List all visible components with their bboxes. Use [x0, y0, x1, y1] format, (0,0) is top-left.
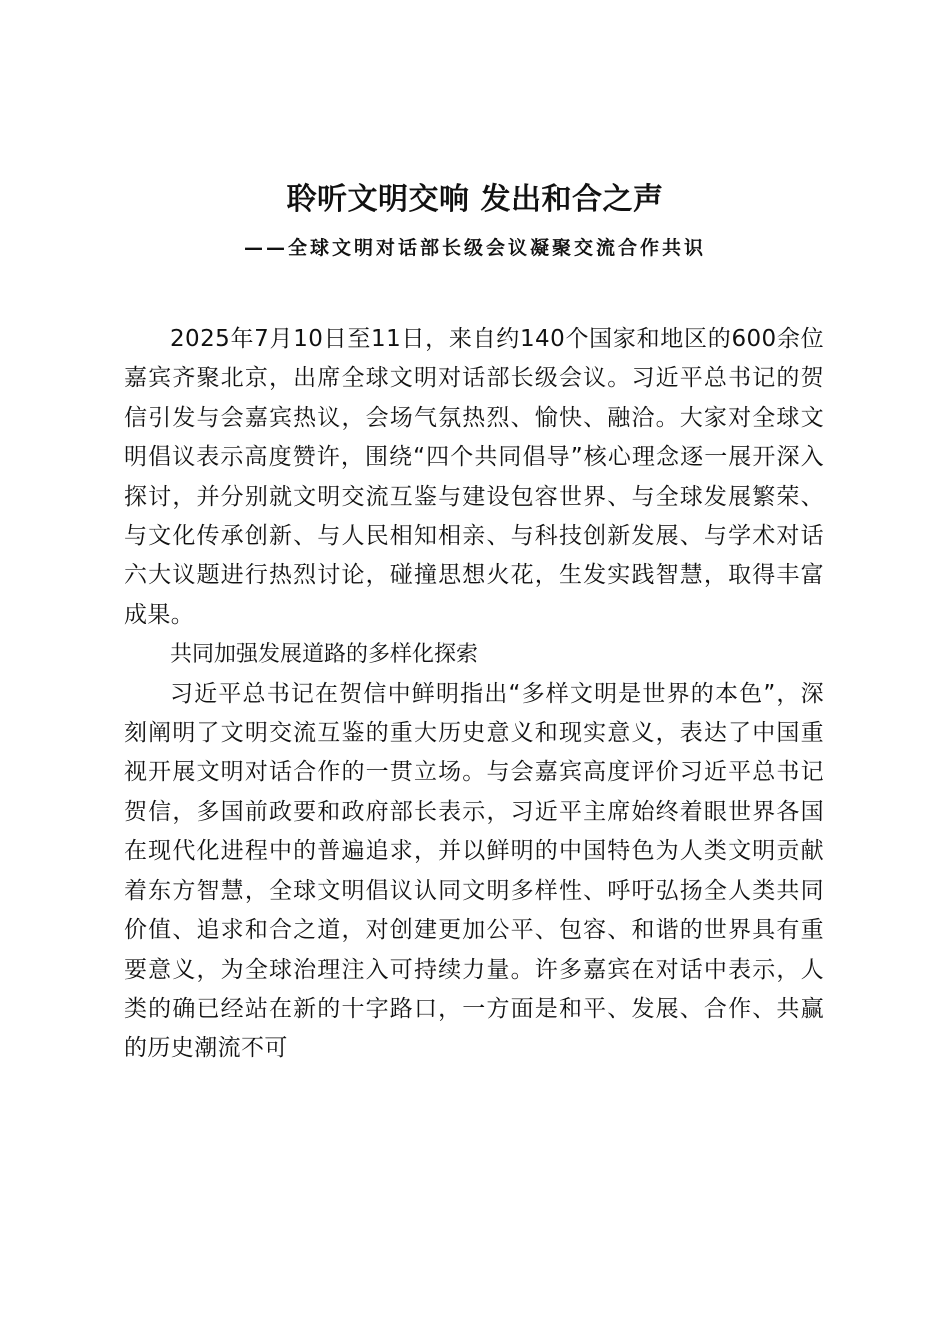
intro-paragraph: 2025年7月10日至11日，来自约140个国家和地区的600余位嘉宾齐聚北京，出席全球文明对话部长级会议。习近平总书记的贺信引发与会嘉宾热议，会场气氛热烈、愉快、融洽。大家对全球文明倡议表示高度赞许，围绕“四个共同倡导”核心理念逐一展开深入探讨，并分别就文明交流互鉴与建设包容世界、与全球发展繁荣、与文化传承创新、与人民相知相亲、与科技创新发展、与学术对话六大议题进行热烈讨论，碰撞思想火花，生发实践智慧，取得丰富成果。 — [124, 326, 824, 628]
article-subtitle: ——全球文明对话部长级会议凝聚交流合作共识 — [243, 237, 706, 259]
section-heading: 共同加强发展道路的多样化探索 — [170, 642, 479, 668]
section-paragraph: 习近平总书记在贺信中鲜明指出“多样文明是世界的本色”，深刻阐明了文明交流互鉴的重大历史意义和现实意义，表达了中国重视开展文明对话合作的一贯立场。与会嘉宾高度评价习近平总书记贺信，多国前政要和政府部长表示，习近平主席始终着眼世界各国在现代化进程中的普遍追求，并以鲜明的中国特色为人类文明贡献着东方智慧，全球文明倡议认同文明多样性、呼吁弘扬全人类共同价值、追求和合之道，对创建更加公平、包容、和谐的世界具有重要意义，为全球治理注入可持续力量。许多嘉宾在对话中表示，人类的确已经站在新的十字路口，一方面是和平、发展、合作、共赢的历史潮流不可 — [124, 680, 824, 1062]
article-body — [124, 320, 824, 1069]
article-title: 聆听文明交响 发出和合之声 — [286, 182, 664, 217]
